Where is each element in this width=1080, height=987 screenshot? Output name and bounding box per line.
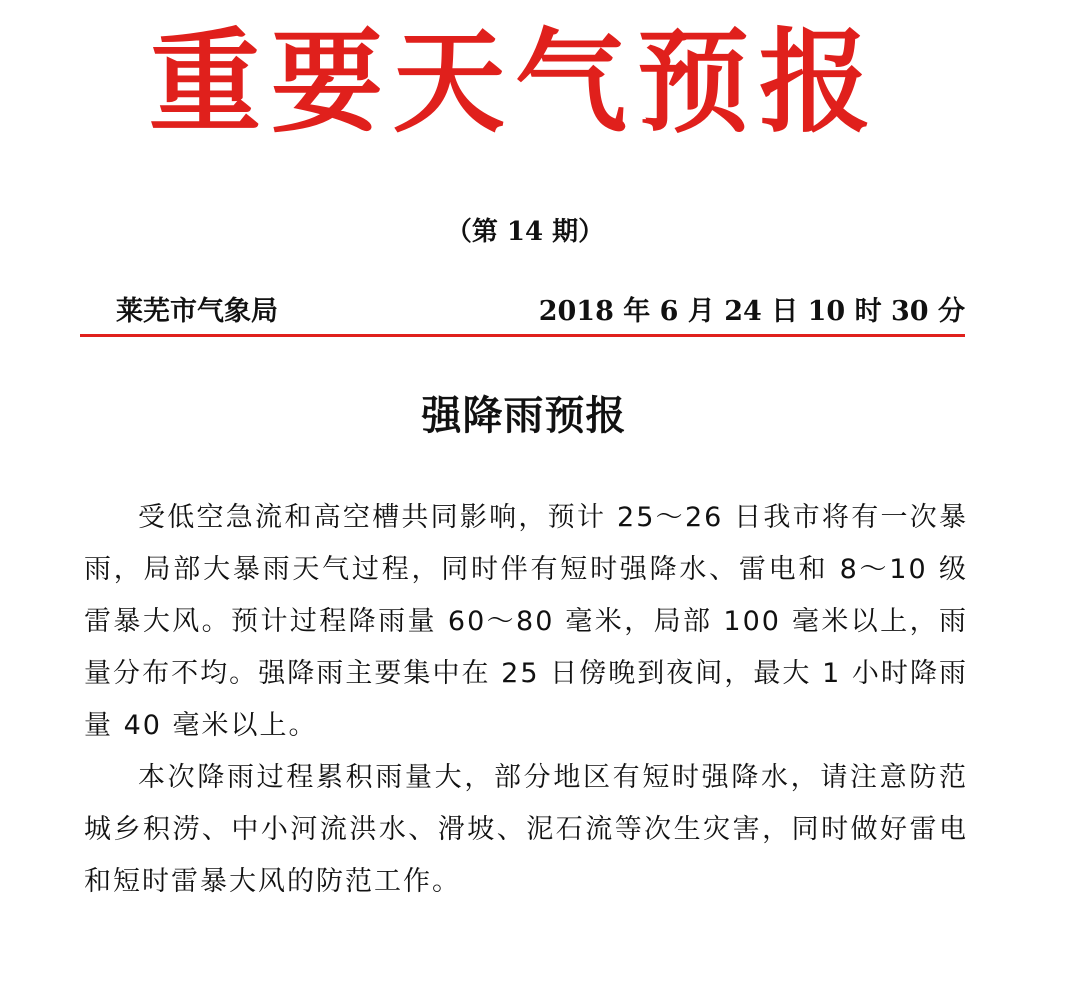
issue-number: （第 14 期） bbox=[445, 217, 605, 247]
meta-row bbox=[80, 290, 965, 334]
red-divider bbox=[80, 334, 965, 337]
issue-date: 2018 年 6 月 24 日 10 时 30 分 bbox=[538, 296, 965, 327]
issuing-agency: 莱芜市气象局 bbox=[116, 296, 278, 327]
document-title: 强降雨预报 bbox=[421, 393, 627, 439]
masthead-title: 重要天气预报 bbox=[149, 18, 881, 148]
document-body bbox=[84, 492, 968, 908]
body-paragraph: 本次降雨过程累积雨量大，部分地区有短时强降水，请注意防范城乡积涝、中小河流洪水、滑坡、泥石流等次生灾害，同时做好雷电和短时雷暴大风的防范工作。 bbox=[84, 762, 968, 897]
body-paragraph: 受低空急流和高空槽共同影响，预计 25～26 日我市将有一次暴雨，局部大暴雨天气过程，同时伴有短时强降水、雷电和 8～10 级雷暴大风。预计过程降雨量 60～80 毫米，局部 100 毫米以上，雨量分布不均。强降雨主要集中在 25 日傍晚到夜间，最大 1 小时降雨量 40 毫米以上。 bbox=[84, 502, 968, 741]
